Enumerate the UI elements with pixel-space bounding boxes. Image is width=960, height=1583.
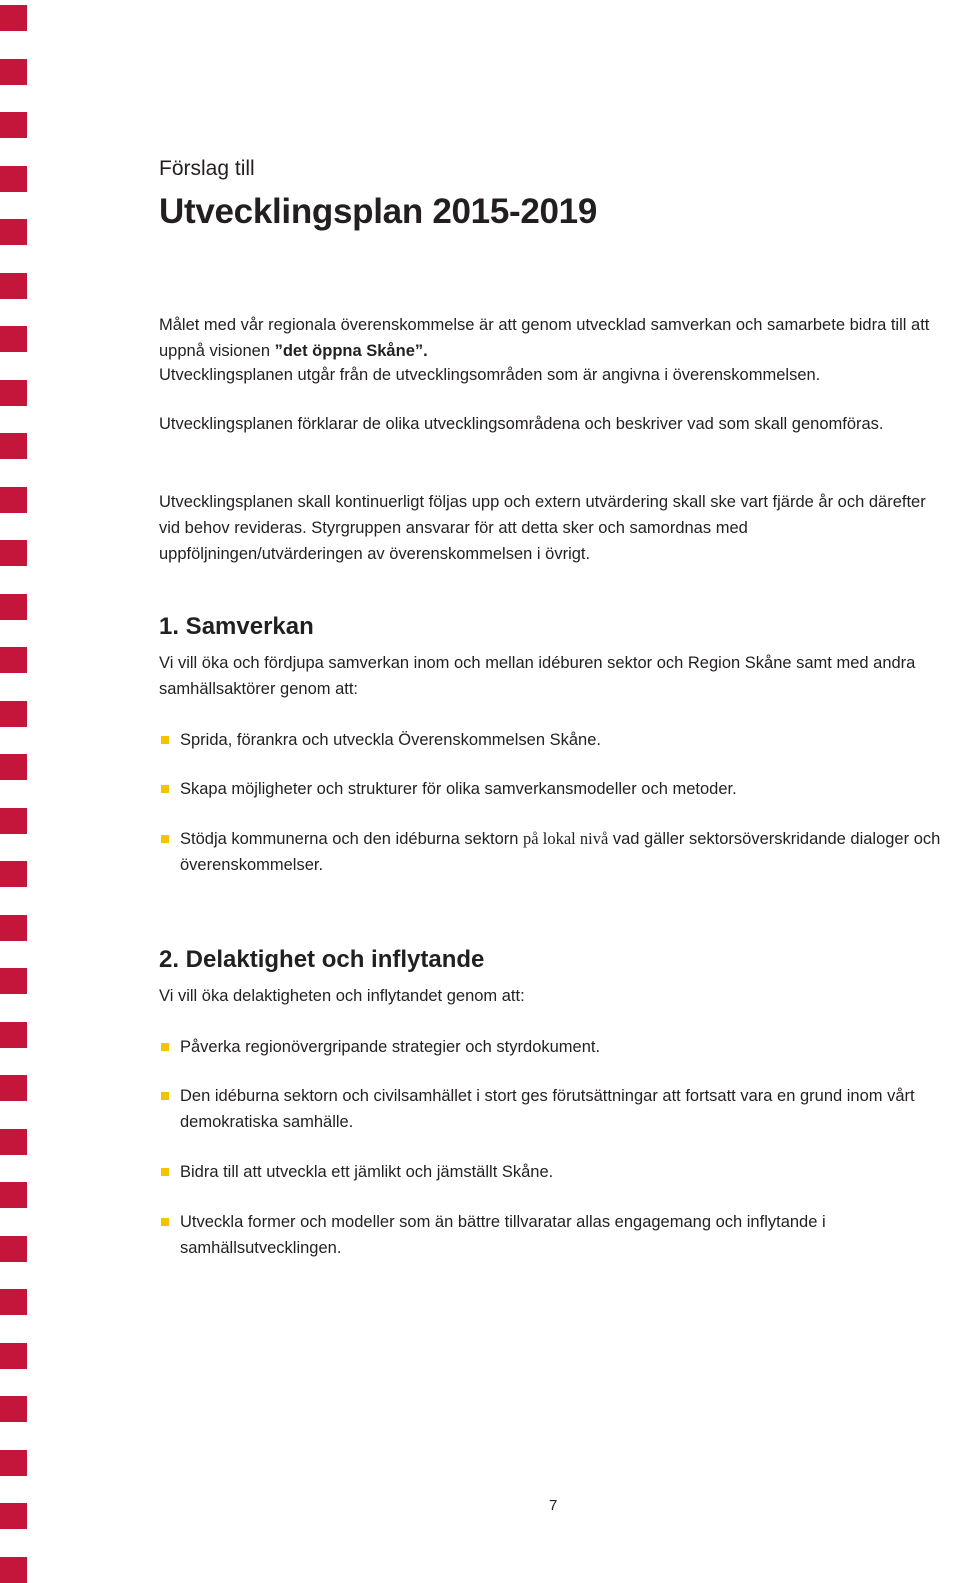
document-subtitle: Förslag till (159, 157, 255, 180)
edge-stripe (0, 326, 27, 352)
intro-paragraph-3: Utvecklingsplanen förklarar de olika utvecklingsområdena och beskriver vad som skall genomföras. (159, 415, 884, 433)
intro-paragraph-2: Utvecklingsplanen utgår från de utvecklingsområden som är angivna i överenskommelsen. (159, 366, 821, 384)
bullet-square-icon (161, 835, 169, 843)
bullet-square-icon (161, 1168, 169, 1176)
edge-stripe (0, 1557, 27, 1583)
edge-stripe (0, 1075, 27, 1101)
edge-stripe (0, 968, 27, 994)
section-1-bullet: Sprida, förankra och utveckla Överenskommelsen Skåne. (159, 727, 951, 753)
section-1-bullet: Stödja kommunerna och den idéburna sektorn på lokal nivå vad gäller sektorsöverskridande dialoger och överenskommelser. (159, 826, 951, 878)
edge-stripe (0, 1129, 27, 1155)
edge-stripe (0, 594, 27, 620)
edge-stripe (0, 1450, 27, 1476)
bullet-square-icon (161, 736, 169, 744)
section-2-lead: Vi vill öka delaktigheten och inflytandet genom att: (159, 987, 525, 1005)
edge-stripe (0, 1236, 27, 1262)
edge-stripe (0, 647, 27, 673)
bullet-square-icon (161, 1218, 169, 1226)
section-2-bullet: Påverka regionövergripande strategier och styrdokument. (159, 1034, 951, 1060)
edge-stripe-decoration (0, 0, 27, 1581)
bullet-square-icon (161, 785, 169, 793)
intro-paragraph-4: Utvecklingsplanen skall kontinuerligt följas upp och extern utvärdering skall ske vart fjärde år och därefter vid behov revideras. Styrgruppen ansvarar för att detta sker och samordnas med uppföljningen/utvärderingen av överenskommelsen i övrigt. (159, 493, 926, 563)
edge-stripe (0, 754, 27, 780)
section-2-bullet: Den idéburna sektorn och civilsamhället i stort ges förutsättningar att fortsatt vara en grund inom vårt demokratiska samhälle. (159, 1083, 951, 1135)
edge-stripe (0, 915, 27, 941)
edge-stripe (0, 273, 27, 299)
edge-stripe (0, 540, 27, 566)
edge-stripe (0, 1022, 27, 1048)
edge-stripe (0, 701, 27, 727)
section-1-bullet: Skapa möjligheter och strukturer för olika samverkansmodeller och metoder. (159, 776, 951, 802)
section-2-heading: 2. Delaktighet och inflytande (159, 946, 485, 973)
edge-stripe (0, 1503, 27, 1529)
edge-stripe (0, 59, 27, 85)
document-title: Utvecklingsplan 2015-2019 (159, 192, 598, 231)
bullet-square-icon (161, 1043, 169, 1051)
page-number: 7 (549, 1497, 558, 1514)
section-1-lead: Vi vill öka och fördjupa samverkan inom och mellan idéburen sektor och Region Skåne samt med andra samhällsaktörer genom att: (159, 654, 916, 698)
edge-stripe (0, 1182, 27, 1208)
bullet-square-icon (161, 1092, 169, 1100)
edge-stripe (0, 487, 27, 513)
vision-emphasis: ”det öppna Skåne”. (274, 342, 428, 360)
edge-stripe (0, 1289, 27, 1315)
edge-stripe (0, 5, 27, 31)
section-1-heading: 1. Samverkan (159, 613, 314, 640)
section-2-bullet: Utveckla former och modeller som än bättre tillvaratar allas engagemang och inflytande i samhällsutvecklingen. (159, 1209, 951, 1261)
edge-stripe (0, 219, 27, 245)
edge-stripe (0, 1396, 27, 1422)
section-2-bullet: Bidra till att utveckla ett jämlikt och jämställt Skåne. (159, 1159, 951, 1185)
edge-stripe (0, 861, 27, 887)
edge-stripe (0, 112, 27, 138)
edge-stripe (0, 433, 27, 459)
edge-stripe (0, 1343, 27, 1369)
intro-paragraph-1: Målet med vår regionala överenskommelse är att genom utvecklad samverkan och samarbete bidra till att uppnå visionen ”det öppna Skåne”. (159, 316, 930, 360)
edge-stripe (0, 166, 27, 192)
edge-stripe (0, 808, 27, 834)
edge-stripe (0, 380, 27, 406)
